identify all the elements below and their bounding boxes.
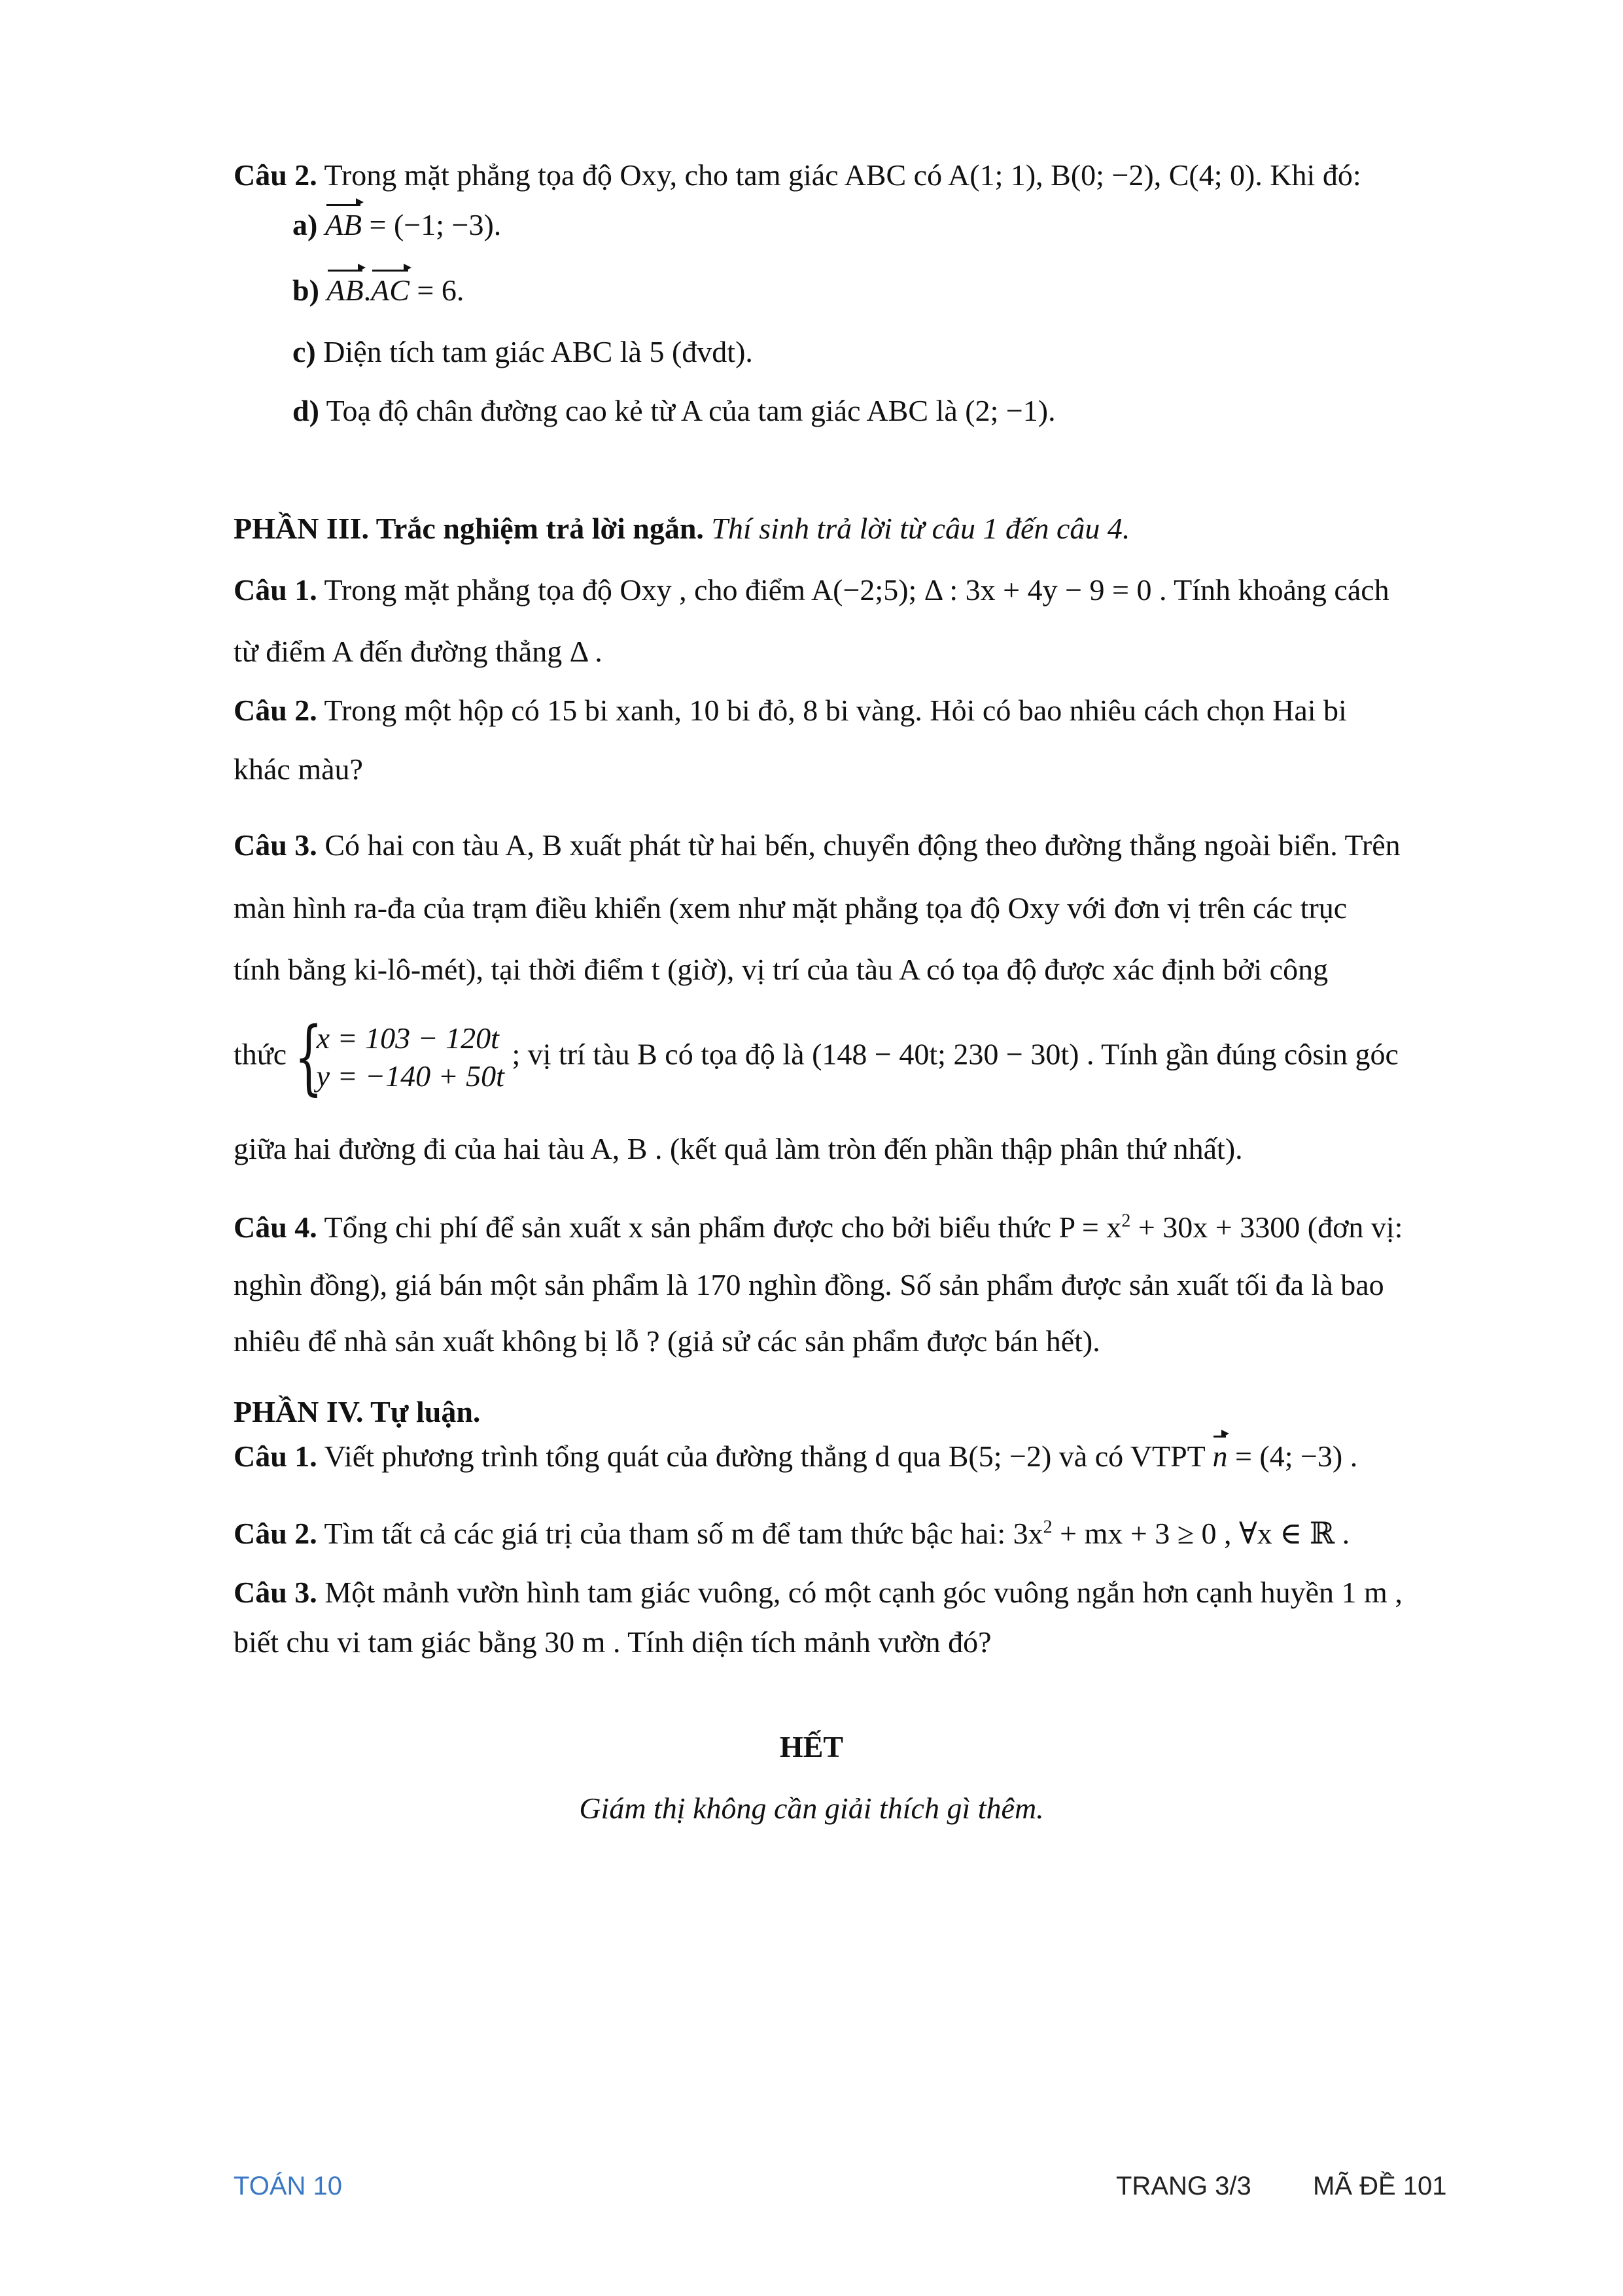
part2-q2-d — [292, 391, 1575, 431]
option-label: b) — [292, 274, 319, 307]
question-text: Có hai con tàu A, B xuất phát từ hai bến, chuyển động theo đường thẳng ngoài biển. Trên — [324, 828, 1401, 862]
question-label: Câu 2. — [234, 694, 317, 727]
end-note-text: Giám thị không cần giải thích gì thêm. — [579, 1792, 1044, 1825]
part4-q1 — [234, 1437, 1516, 1476]
part2-q2-a — [292, 205, 1575, 245]
option-text: = 6. — [417, 274, 464, 307]
option-text: Diện tích tam giác ABC là 5 (đvdt). — [323, 335, 753, 368]
vector-ac: AC — [371, 271, 410, 310]
question-text: Trong một hộp có 15 bi xanh, 10 bi đỏ, 8 bi vàng. Hỏi có bao nhiêu cách chọn Hai bi — [324, 694, 1347, 727]
footer-code: MÃ ĐỀ 101 — [1313, 2172, 1447, 2200]
option-text: Toạ độ chân đường cao kẻ từ A của tam giác ABC là (2; −1). — [326, 394, 1056, 427]
formula-suffix: ; vị trí tàu B có tọa độ là (148 − 40t; 230 − 30t) . Tính gần đúng côsin góc — [512, 1037, 1399, 1071]
question-text-cont: + 30x + 3300 (đơn vị: — [1130, 1210, 1403, 1244]
option-label: c) — [292, 335, 316, 368]
part3-q4-line3: nhiêu để nhà sản xuất không bị lỗ ? (giả sử các sản phẩm được bán hết). — [234, 1324, 1100, 1358]
question-text-cont: + mx + 3 ≥ 0 , ∀x ∈ ℝ . — [1052, 1517, 1350, 1550]
option-text: = (−1; −3). — [369, 208, 502, 241]
question-text: Tổng chi phí để sản xuất x sản phẩm được cho bởi biểu thức P = x — [324, 1210, 1122, 1244]
question-text: Một mảnh vườn hình tam giác vuông, có một cạnh góc vuông ngắn hơn cạnh huyền 1 m , — [324, 1576, 1403, 1609]
footer-page: TRANG 3/3 — [1116, 2172, 1251, 2200]
end-note — [0, 1789, 1623, 1828]
question-text: Trong mặt phẳng tọa độ Oxy, cho tam giác ABC có A(1; 1), B(0; −2), C(4; 0). Khi đó: — [324, 158, 1361, 192]
part2-q2-b: b) AB.AC = 6. — [292, 271, 1575, 310]
vector-ab: AB — [325, 205, 362, 245]
section-note: Thí sinh trả lời từ câu 1 đến câu 4. — [711, 512, 1130, 545]
system-row-1: x = 103 − 120t — [316, 1021, 499, 1055]
question-text-cont: = (4; −3) . — [1227, 1439, 1358, 1473]
part3-q4-line1 — [234, 1208, 1516, 1247]
question-label: Câu 1. — [234, 1439, 317, 1473]
option-label: d) — [292, 394, 319, 427]
part4-q3-line2: biết chu vi tam giác bằng 30 m . Tính diện tích mảnh vườn đó? — [234, 1625, 992, 1659]
question-text: Tìm tất cả các giá trị của tham số m để tam thức bậc hai: 3x — [324, 1517, 1043, 1550]
question-label: Câu 1. — [234, 573, 317, 607]
question-text: Trong mặt phẳng tọa độ Oxy , cho điểm A(−2;5); Δ : 3x + 4y − 9 = 0 . Tính khoảng cách — [324, 573, 1389, 607]
part3-q3-line1 — [234, 826, 1516, 865]
part4-heading — [234, 1392, 1516, 1432]
part3-q3-line2: màn hình ra-đa của trạm điều khiển (xem như mặt phẳng tọa độ Oxy với đơn vị trên các trục — [234, 891, 1348, 925]
part2-q2 — [234, 156, 1516, 195]
brace-icon: { — [294, 1010, 323, 1104]
question-label: Câu 3. — [234, 828, 317, 862]
end-title-text: HẾT — [779, 1730, 844, 1763]
exponent: 2 — [1043, 1517, 1053, 1538]
equation-system — [294, 1010, 504, 1104]
part2-q2-c — [292, 332, 1575, 372]
vector-n: n — [1212, 1437, 1227, 1476]
end-title — [0, 1727, 1623, 1767]
system-row-2: y = −140 + 50t — [316, 1059, 504, 1093]
vector-ab: AB — [326, 271, 363, 310]
part3-q1-line1 — [234, 571, 1516, 610]
question-text: Viết phương trình tổng quát của đường thẳng d qua B(5; −2) và có VTPT — [324, 1439, 1213, 1473]
section-heading: PHẦN III. Trắc nghiệm trả lời ngắn. — [234, 512, 704, 545]
part3-q4-line2: nghìn đồng), giá bán một sản phẩm là 170 nghìn đồng. Số sản phẩm được sản xuất tối đa là bao — [234, 1268, 1384, 1301]
formula-prefix: thức — [234, 1037, 287, 1071]
question-label: Câu 2. — [234, 158, 317, 192]
section-heading: PHẦN IV. Tự luận. — [234, 1395, 481, 1428]
footer-subject: TOÁN 10 — [234, 2172, 342, 2200]
part3-q1-line2: từ điểm A đến đường thẳng Δ . — [234, 635, 602, 668]
option-label: a) — [292, 208, 318, 241]
question-label: Câu 2. — [234, 1517, 317, 1550]
part3-q2-line2: khác màu? — [234, 752, 363, 786]
part4-q2 — [234, 1514, 1516, 1553]
exponent: 2 — [1121, 1210, 1131, 1231]
question-label: Câu 4. — [234, 1210, 317, 1244]
part3-q2-line1 — [234, 691, 1516, 730]
question-label: Câu 3. — [234, 1576, 317, 1609]
part3-q3-line5: giữa hai đường đi của hai tàu A, B . (kết quả làm tròn đến phần thập phân thứ nhất). — [234, 1132, 1243, 1165]
part3-q3-line4 — [234, 1010, 1516, 1104]
part3-q3-line3: tính bằng ki-lô-mét), tại thời điểm t (giờ), vị trí của tàu A có tọa độ được xác định bởi công — [234, 953, 1329, 986]
part4-q3-line1 — [234, 1573, 1516, 1612]
part3-heading — [234, 509, 1516, 548]
